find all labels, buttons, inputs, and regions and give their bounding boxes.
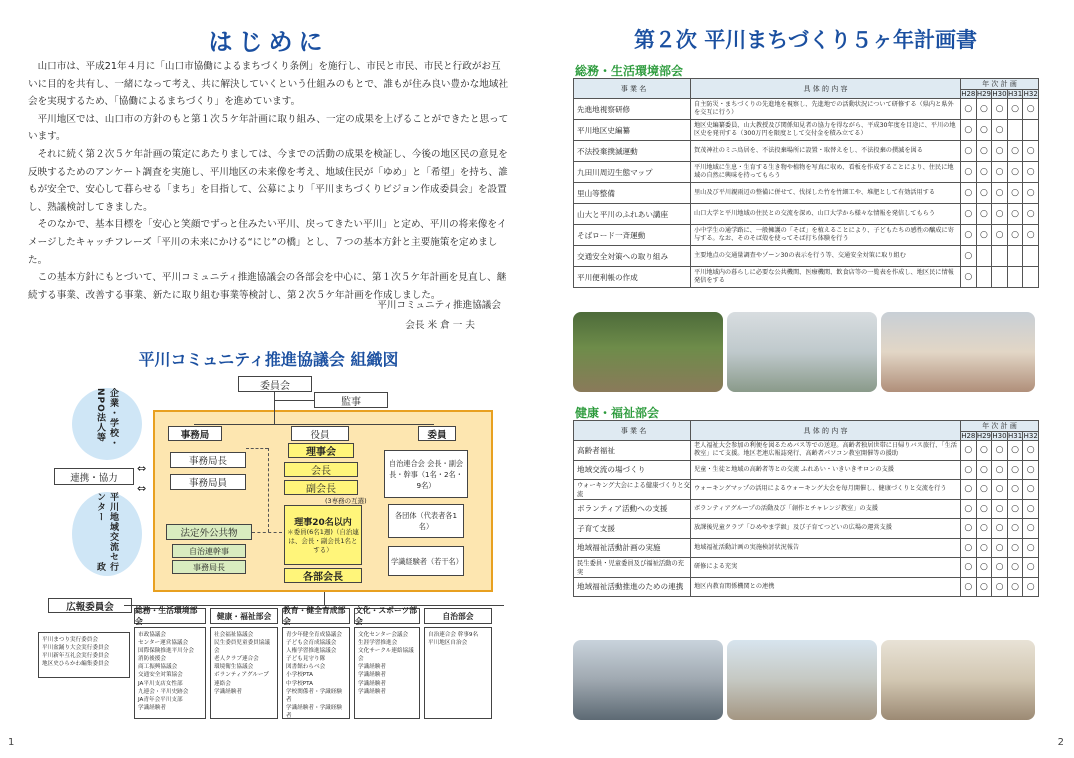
jigyo-name: 平川地区史編纂: [574, 120, 691, 141]
org-rijikai: 理事会: [288, 443, 354, 458]
dept-bunka: 文化・スポーツ部会: [354, 608, 420, 624]
jigyo-name: 交通安全対策への取り組み: [574, 246, 691, 267]
plan-mark: ○: [1023, 162, 1039, 183]
list-item: 生涯学習推進会: [358, 640, 398, 647]
org-riji-note: ＊委員(6名1週)（自治連は、会長・副会長1名とする）: [287, 528, 359, 554]
jigyo-desc: 地区史編纂委員、山大教授及び関係知見者の協力を得ながら、平成30年度を目途に、平川の地区史を発刊する（300万円を限度として交付金を積み立てる）: [691, 120, 961, 141]
plan-mark: ○: [1007, 204, 1023, 225]
table-row: [574, 499, 1039, 519]
org-jimukyokucho2: 事務局長: [172, 560, 246, 574]
page-right: [537, 0, 1074, 758]
plan-mark: ○: [976, 519, 992, 539]
list-item: 自治連合会 幹事9名: [428, 632, 479, 638]
plan-mark: ○: [1023, 460, 1039, 480]
dept-jichi-list: [424, 627, 492, 719]
org-gyosei-text: 行政: [95, 562, 118, 572]
plan-mark: ○: [961, 183, 977, 204]
list-item: 学識経験者: [358, 664, 386, 671]
dept-kyouiku-list: [282, 627, 350, 719]
list-item: 交通安全対策協会: [138, 672, 183, 679]
plan-table-kenko: [573, 420, 1039, 597]
org-bukaicho: 各部会長: [284, 568, 362, 583]
plan-mark: [992, 267, 1008, 288]
plan-title: 第２次 平川まちづくり５ヶ年計画書: [633, 28, 978, 52]
list-item: 民生委員児童委員協議会: [214, 640, 270, 655]
table-row: [574, 460, 1039, 480]
table-row: [574, 162, 1039, 183]
plan-mark: ○: [992, 99, 1008, 120]
plan-mark: ○: [992, 120, 1008, 141]
table-header: [574, 421, 1039, 432]
plan-mark: ○: [1023, 225, 1039, 246]
plan-mark: ○: [992, 519, 1008, 539]
org-riji: [284, 505, 362, 565]
plan-mark: ○: [961, 460, 977, 480]
org-kaicho: 会長: [284, 462, 358, 477]
plan-mark: ○: [976, 460, 992, 480]
jigyo-desc: 地区内教育関係機関との連携: [691, 577, 961, 597]
jigyo-desc: 自主防災・まちづくりの先進地を視察し、先進地での活動状況について研修する（県内と県外を交互に行う）: [691, 99, 961, 120]
org-jimukyokuin: 事務局員: [170, 474, 246, 490]
plan-mark: [1023, 246, 1039, 267]
year-header: H31: [1008, 432, 1023, 440]
plan-mark: ○: [1007, 99, 1023, 120]
year-header: H29: [976, 90, 991, 98]
table-body: [574, 99, 1039, 288]
year-header: H31: [1008, 90, 1023, 98]
table-row: [574, 225, 1039, 246]
org-iin: 委員: [418, 426, 456, 441]
plan-mark: ○: [1007, 162, 1023, 183]
org-chart: [38, 370, 508, 720]
org-riji-label: 理事20名以内: [294, 518, 352, 528]
plan-mark: ○: [992, 538, 1008, 558]
jigyo-name: 子育て支援: [574, 519, 691, 539]
table-row: [574, 577, 1039, 597]
jigyo-name: 民生委員・児童委員及び福祉活動の充実: [574, 558, 691, 578]
list-item: 小学校PTA: [286, 672, 313, 679]
plan-mark: ○: [961, 99, 977, 120]
activity-photo: [881, 312, 1035, 392]
list-item: 学識経験者: [138, 704, 166, 711]
table-row: [574, 441, 1039, 461]
list-item: 社会福祉協議会: [214, 632, 254, 638]
jigyo-desc: 里山及び平川親雨辺の整備に併せて、伐採した竹を竹細工や、堆肥として有効活用する: [691, 183, 961, 204]
jigyo-desc: 小中学生の通学路に、一般擁護の「そば」を植えることにより、子どもたちの感性の醸成に寄与する。なお、そのそば殻を使ってそば打ち体験を行う: [691, 225, 961, 246]
plan-mark: ○: [992, 499, 1008, 519]
org-kouhou: 広報委員会: [48, 598, 132, 613]
signature: [377, 296, 501, 336]
org-kouhou-list: [38, 632, 130, 678]
col-plan: 年 次 計 画: [961, 79, 1039, 90]
org-partner-oval: 企業・学校・NPO法人等: [72, 388, 142, 460]
plan-mark: ○: [961, 577, 977, 597]
org-yakuin: 役員: [291, 426, 349, 441]
activity-photo: [727, 640, 877, 720]
jigyo-desc: 主要地点の交通量調査やゾーン30の表示を行う等、交通安全対策に取り組む: [691, 246, 961, 267]
list-item: 子ども会育成協議会: [286, 640, 337, 647]
org-jimukyoku: 事務局: [168, 426, 222, 441]
dept-kyouiku: 教育・健全育成部会: [282, 608, 350, 624]
plan-mark: ○: [976, 204, 992, 225]
list-item: 文化サークル連絡協議会: [358, 648, 414, 663]
jigyo-name: 平川便利帳の作成: [574, 267, 691, 288]
plan-mark: ○: [992, 441, 1008, 461]
year-header: H28: [961, 90, 976, 98]
plan-mark: ○: [1023, 558, 1039, 578]
activity-photo: [573, 312, 723, 392]
jigyo-desc: 児童・生徒と地域の高齢者等との交流 ふれあい・いきいきサロンの支援: [691, 460, 961, 480]
list-item: 老人クラブ連合会: [214, 656, 259, 663]
year-header: H29: [976, 432, 991, 440]
jigyo-desc: 平川地域に生息・生育する生き物や植物を写真に収め、看板を作成することにより、住民に地域の自然に興味を持ってもらう: [691, 162, 961, 183]
col-jigyo: 事 業 名: [574, 421, 691, 441]
list-item: センター運営協議会: [138, 640, 189, 647]
col-plan: 年 次 計 画: [961, 421, 1039, 432]
org-renkei: 連携・協力: [54, 468, 134, 485]
plan-mark: ○: [992, 460, 1008, 480]
plan-mark: [992, 246, 1008, 267]
dept-kenko: 健康・福祉部会: [210, 608, 278, 624]
jigyo-desc: 放課後児童クラブ「ひめやま学級」及び子育てつどいの広場の運営支援: [691, 519, 961, 539]
plan-mark: ○: [976, 499, 992, 519]
org-center-oval-text: 平川地域交流センター: [95, 492, 118, 562]
table-row: [574, 99, 1039, 120]
org-kanji: 監事: [314, 392, 388, 408]
signature-name: 会長 米 倉 一 夫: [405, 320, 475, 331]
activity-photo: [727, 312, 877, 392]
jigyo-name: 地域福祉活動計画の実施: [574, 538, 691, 558]
plan-mark: [976, 267, 992, 288]
intro-paragraph: この基本方針にもとづいて、平川コミュニティ推進協議会の各部会を中心に、第１次５ケ年計画を見直し、継続する事業、改善する事業、新たに取り組む事業等検討し、第２次５ケ年計画を作成しました。: [28, 272, 507, 301]
plan-mark: ○: [1023, 577, 1039, 597]
jigyo-desc: ボランティアグループの活動及び「創作とチャレンジ教室」の支援: [691, 499, 961, 519]
plan-mark: ○: [976, 225, 992, 246]
plan-mark: ○: [961, 120, 977, 141]
jigyo-desc: 賀茂神社のミニ鳥居を、不法投棄場所に設置・取替えをし、不法投棄の撲滅を図る: [691, 141, 961, 162]
plan-mark: ○: [976, 162, 992, 183]
plan-mark: ○: [961, 162, 977, 183]
dept-soumu: 総務・生活環境部会: [134, 608, 206, 624]
plan-mark: ○: [1007, 480, 1023, 500]
photo-strip-kenko: [573, 640, 1035, 720]
dept-bunka-list: [354, 627, 420, 719]
plan-mark: ○: [961, 499, 977, 519]
year-header: H30: [992, 90, 1007, 98]
col-jigyo: 事 業 名: [574, 79, 691, 99]
dept-jichi: 自治部会: [424, 608, 492, 624]
double-arrow-icon: ⇔: [137, 462, 147, 475]
jigyo-name: 先進地視察研修: [574, 99, 691, 120]
table-row: [574, 538, 1039, 558]
table-row: [574, 120, 1039, 141]
plan-mark: ○: [976, 141, 992, 162]
plan-mark: [976, 246, 992, 267]
org-kakudantai: 各団体（代表者各1名）: [388, 504, 464, 538]
plan-mark: ○: [961, 225, 977, 246]
list-item: 学識経験者: [358, 688, 386, 695]
table-row: [574, 519, 1039, 539]
plan-mark: ○: [961, 519, 977, 539]
plan-mark: ○: [976, 120, 992, 141]
jigyo-desc: 研修による充実: [691, 558, 961, 578]
jigyo-name: 地域交流の場づくり: [574, 460, 691, 480]
table-row: [574, 480, 1039, 500]
list-item: ボランティアグループ連絡会: [214, 672, 269, 687]
plan-mark: ○: [1007, 538, 1023, 558]
jigyo-name: 九田川周辺生態マップ: [574, 162, 691, 183]
list-item: 平川盆踊り大会実行委員会: [42, 645, 110, 652]
page-number: 2: [1057, 737, 1064, 748]
table-body: [574, 441, 1039, 597]
plan-mark: ○: [976, 577, 992, 597]
col-naiyo: 具 体 的 内 容: [691, 79, 961, 99]
jigyo-desc: 地域福祉活動計画の実施検討状況報告: [691, 538, 961, 558]
plan-mark: ○: [1007, 558, 1023, 578]
org-jichiren-jimu: 自治連幹事: [172, 544, 246, 558]
plan-mark: ○: [992, 183, 1008, 204]
org-chart-title: 平川コミュニティ推進協議会 組織図: [138, 350, 399, 369]
plan-mark: ○: [992, 225, 1008, 246]
section-title-soumu: 総務・生活環境部会: [575, 64, 684, 78]
jigyo-desc: 平川地域内の暮らしに必要な公共機関、医療機関、飲食店等の一覧表を作成し、地区民に情報発信をする: [691, 267, 961, 288]
plan-mark: ○: [961, 246, 977, 267]
list-item: 平川地区自治会: [428, 640, 468, 647]
plan-mark: ○: [1007, 519, 1023, 539]
plan-mark: ○: [1007, 141, 1023, 162]
plan-mark: ○: [976, 183, 992, 204]
intro-text: [28, 58, 510, 304]
list-item: 人権学習推進協議会: [286, 648, 337, 655]
plan-mark: ○: [1023, 99, 1039, 120]
jigyo-name: 里山等整備: [574, 183, 691, 204]
section-title-kenko: 健康・福祉部会: [575, 406, 660, 420]
list-item: 地区史ひらかわ編集委員会: [42, 661, 110, 668]
jigyo-desc: 老人福祉大会参加の利便を図るためバス等での送迎。高齢者独居世帯に日帰りバス旅行、「生活教室」にて支援。地区老連広報誌発行、高齢者パソコン教室開催等の援助: [691, 441, 961, 461]
list-item: 中学校PTA: [286, 680, 313, 687]
list-item: 平川まつり実行委員会: [42, 637, 98, 643]
org-center-oval: [72, 492, 142, 576]
plan-mark: ○: [992, 141, 1008, 162]
plan-mark: [1023, 267, 1039, 288]
list-item: JA平川支店女性部: [138, 680, 183, 687]
plan-mark: ○: [1007, 460, 1023, 480]
jigyo-name: ボランティア活動への支援: [574, 499, 691, 519]
list-item: 九連会・平川史跡会: [138, 688, 189, 695]
dept-soumu-list: [134, 627, 206, 719]
page-number: 1: [8, 737, 15, 748]
plan-mark: ○: [1023, 204, 1039, 225]
plan-mark: ○: [1023, 480, 1039, 500]
list-item: 学識経験者: [214, 688, 242, 695]
list-item: 商工振興協議会: [138, 664, 178, 671]
plan-mark: ○: [1023, 441, 1039, 461]
list-item: 学識経験者・学識経験者: [286, 704, 342, 719]
year-header: H28: [961, 432, 976, 440]
signature-org: 平川コミュニティ推進協議会: [377, 300, 501, 311]
intro-title: はじめに: [208, 28, 329, 56]
table-header: [574, 79, 1039, 90]
list-item: 環境衛生協議会: [214, 664, 254, 671]
list-item: 市政協議会: [138, 632, 166, 638]
org-fuku-note: (3専務の互選): [325, 497, 367, 505]
plan-mark: ○: [992, 558, 1008, 578]
org-fukukaicho: 副会長: [284, 480, 358, 495]
org-jimukyokucho: 事務局長: [170, 452, 246, 468]
plan-mark: ○: [976, 99, 992, 120]
plan-mark: ○: [1007, 499, 1023, 519]
plan-mark: ○: [961, 441, 977, 461]
plan-mark: ○: [961, 204, 977, 225]
jigyo-name: 地域福祉活動推進のための連携: [574, 577, 691, 597]
plan-mark: ○: [992, 480, 1008, 500]
photo-strip-soumu: [573, 312, 1035, 392]
plan-mark: ○: [1023, 499, 1039, 519]
list-item: 学識経験者: [358, 680, 386, 687]
table-row: [574, 558, 1039, 578]
list-item: 国際保険推進平川分会: [138, 648, 194, 655]
list-item: 図書館わらべ会: [286, 664, 326, 671]
plan-mark: ○: [961, 267, 977, 288]
list-item: 学識経験者: [358, 672, 386, 679]
year-header: H30: [992, 432, 1007, 440]
plan-mark: ○: [976, 558, 992, 578]
jigyo-name: 山大と平川のふれあい講座: [574, 204, 691, 225]
plan-table-soumu: [573, 78, 1039, 288]
col-naiyo: 具 体 的 内 容: [691, 421, 961, 441]
list-item: 子ども見守り隊: [286, 656, 326, 663]
intro-paragraph: 平川地区では、山口市の方針のもと第１次５ケ年計画に取り組み、一定の成果を上げることができたと思っています。: [28, 113, 509, 143]
list-item: 青少年健全育成協議会: [286, 632, 342, 638]
intro-paragraph: 山口市は、平成21年４月に「山口市協働によるまちづくり条例」を施行し、市民と市民、市民と行政がお互いに目的を共有し、一緒になって考え、共に解決していくという仕組みのもとで、誰もが住み良い豊かな地域社会を実現するため、「協働によるまちづくり」を進めています。: [28, 61, 509, 108]
intro-paragraph: それに続く第２次５ケ年計画の策定にあたりましては、今までの活動の成果を検証し、今後の地区民の意見を反映するためのアンケート調査を実施し、平川地区の未来像を考え、地域住民が「ゆめ」と「希望」を持ち、誰もが安全で、安心して暮らせる「まち」を目指して、公募により「平川まちづくりビジョン作成委員会」を設置し、熟議検討してきました。: [28, 148, 508, 213]
list-item: 平川新年互礼会実行委員会: [42, 653, 110, 660]
plan-mark: ○: [992, 577, 1008, 597]
plan-mark: [1007, 120, 1023, 141]
org-iinkai: 委員会: [238, 376, 312, 392]
plan-mark: ○: [976, 538, 992, 558]
list-item: JA青年会平川支部: [138, 696, 183, 703]
plan-mark: ○: [1007, 225, 1023, 246]
plan-mark: ○: [1023, 519, 1039, 539]
plan-mark: ○: [1023, 141, 1039, 162]
table-row: [574, 267, 1039, 288]
jigyo-name: 不法投棄撲滅運動: [574, 141, 691, 162]
list-item: 学校関係者・学識経験者: [286, 688, 342, 703]
dept-kenko-list: [210, 627, 278, 719]
plan-mark: ○: [961, 538, 977, 558]
plan-mark: ○: [1007, 183, 1023, 204]
plan-mark: ○: [992, 162, 1008, 183]
plan-mark: ○: [1007, 577, 1023, 597]
plan-mark: ○: [992, 204, 1008, 225]
year-header: H32: [1023, 432, 1038, 440]
list-item: 文化センター会議会: [358, 632, 409, 638]
jigyo-desc: ウォーキングマップの活用によるウォーキング大会を毎月開催し、健康づくりと交流を行う: [691, 480, 961, 500]
org-jichi-iin: 自治連合会 会長・副会長・幹事（1名・2名・9名）: [384, 450, 468, 498]
table-row: [574, 204, 1039, 225]
org-gakushiki: 学識経験者（若干名）: [388, 546, 464, 576]
jigyo-name: 高齢者福祉: [574, 441, 691, 461]
jigyo-desc: 山口大学と平川地域の住民との交流を深め、山口大学から様々な情報を発信してもらう: [691, 204, 961, 225]
table-row: [574, 246, 1039, 267]
intro-paragraph: そのなかで、基本目標を「安心と笑顔でずっと住みたい平川、戻ってきたい平川」と定め、平川の将来像をイメージしたキャッチフレーズ「平川の未来にかける“にじ”の橋」とし、７つの基本方針と主要施策を定めました。: [28, 219, 507, 266]
plan-mark: [1007, 246, 1023, 267]
plan-mark: ○: [1023, 183, 1039, 204]
table-row: [574, 183, 1039, 204]
plan-mark: [1023, 120, 1039, 141]
plan-mark: ○: [1023, 538, 1039, 558]
activity-photo: [881, 640, 1035, 720]
jigyo-name: ウォーキング大会による健康づくりと交流: [574, 480, 691, 500]
plan-mark: ○: [961, 558, 977, 578]
activity-photo: [573, 640, 723, 720]
year-header: H32: [1023, 90, 1038, 98]
plan-mark: [1007, 267, 1023, 288]
plan-mark: ○: [961, 480, 977, 500]
org-hotei: 法定外公共物: [166, 524, 252, 540]
plan-mark: ○: [1007, 441, 1023, 461]
plan-mark: ○: [961, 141, 977, 162]
list-item: 消防後援会: [138, 656, 166, 663]
jigyo-name: そばロード一斉運動: [574, 225, 691, 246]
double-arrow-icon: ⇔: [137, 482, 147, 495]
table-row: [574, 141, 1039, 162]
plan-mark: ○: [976, 441, 992, 461]
plan-mark: ○: [976, 480, 992, 500]
